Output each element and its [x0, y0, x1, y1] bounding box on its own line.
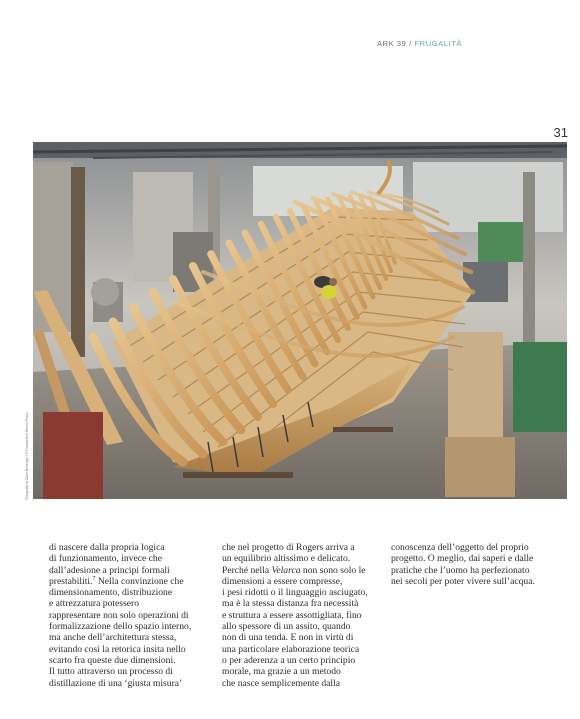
footnote-ref[interactable]: 7: [92, 575, 96, 582]
text-line: ma è la stessa distanza fra necessità: [222, 598, 359, 610]
boat-hull-illustration: [33, 142, 567, 499]
text-line: nei secoli per poter vivere sull’acqua.: [391, 575, 535, 587]
text-line: pratiche che l’uomo ha perfezionato: [391, 564, 530, 576]
text-line: e struttura a essere assottigliata, fino: [222, 609, 362, 621]
text-line: formalizzazione dello spazio interno,: [49, 621, 192, 633]
paragraph: [222, 542, 372, 689]
text-line: di nascere dalla propria logica: [49, 542, 165, 553]
boat-hull-photo: [33, 142, 567, 499]
paragraph: [391, 542, 541, 587]
photo-credit-text: Fotografia di Carlo Borlenghi / © Fondazione Renzo Piano: [25, 412, 29, 500]
text-line: di funzionamento, invece che: [49, 553, 162, 565]
issue-label: ARK 39 /: [376, 39, 412, 48]
text-line: progetto. O meglio, dai saperi e dalle: [391, 553, 534, 565]
text-line: morale, ma grazie a un metodo: [222, 666, 341, 678]
text-line: che nel progetto di Rogers arriva a: [222, 542, 355, 553]
text-line: scarto fra queste due dimensioni.: [49, 654, 176, 666]
paragraph: [49, 542, 199, 689]
text-line: distillazione di una ‘giusta misura’: [49, 677, 183, 689]
text-line: un equilibrio altissimo e delicato.: [222, 553, 351, 565]
text-line: dimensioni a essere compresse,: [222, 575, 343, 587]
text-column-2: [222, 542, 372, 689]
text-line: dimensionamento, distribuzione: [49, 587, 173, 599]
text-line: rappresentare non solo operazioni di: [49, 609, 189, 621]
text-line: i pesi ridotti o il linguaggio asciugato,: [222, 587, 368, 599]
text-line: che nasce semplicemente dalla: [222, 677, 340, 689]
text-line: non sono solo le: [302, 564, 366, 576]
text-line: una particolare elaborazione teorica: [222, 643, 360, 655]
text-line: dall’adesione a principi formali: [49, 564, 170, 576]
page-number: 31: [553, 125, 568, 140]
text-line: allo spessore di un assito, quando: [222, 621, 351, 633]
text-line: o per aderenza a un certo principio: [222, 654, 356, 666]
text-line: e attrezzatura potessero: [49, 598, 140, 610]
text-line: Perché nella: [222, 564, 270, 576]
text-line: prestabiliti.: [49, 575, 93, 587]
text-line: Nella convinzione che: [97, 575, 184, 587]
text-line: non di una tenda. E non in virtù di: [222, 632, 354, 644]
running-header: [377, 39, 462, 48]
text-column-1: [49, 542, 199, 689]
text-line: evitando così la retorica insita nello: [49, 643, 186, 655]
text-line: conoscenza dell’oggetto del proprio: [391, 542, 529, 553]
italic-term: Velarca: [271, 564, 301, 576]
section-label: FRUGALITÀ: [414, 39, 462, 48]
text-line: ma anche dell’architettura stessa,: [49, 632, 177, 644]
text-column-3: [391, 542, 541, 587]
text-line: Il tutto attraverso un processo di: [49, 666, 173, 678]
